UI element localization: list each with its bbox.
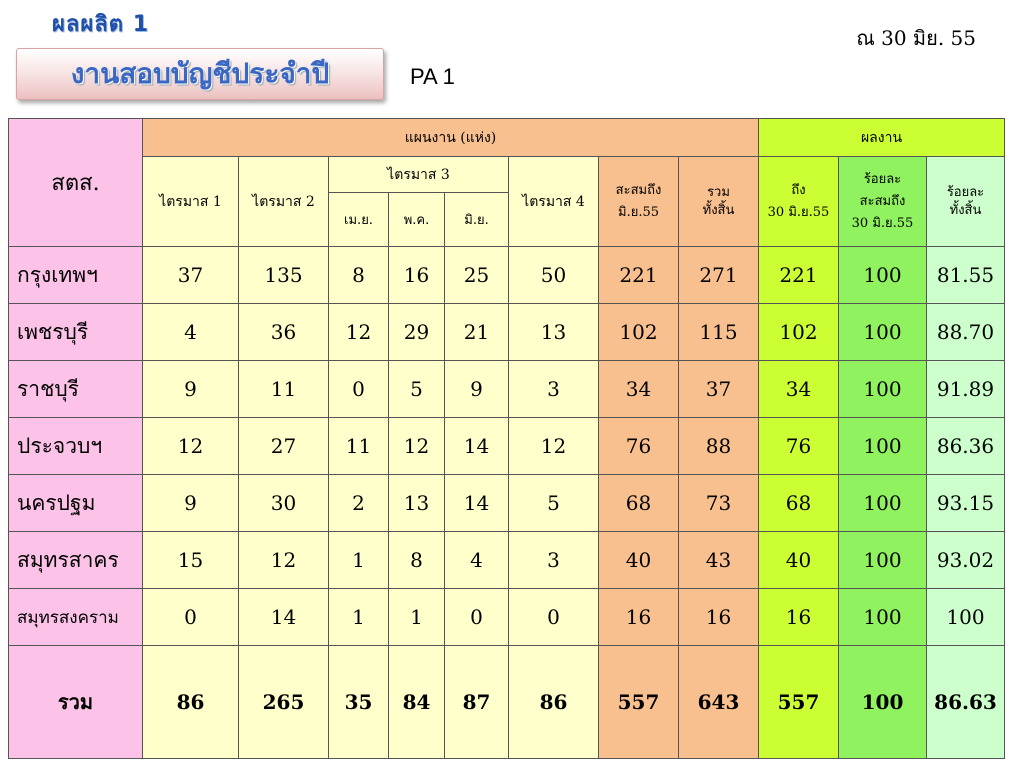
- table-row: [9, 247, 1005, 304]
- cell-q2: 11: [239, 361, 329, 418]
- cell-pct-total: 88.70: [927, 304, 1005, 361]
- report-date: ณ 30 มิย. 55: [856, 26, 976, 50]
- cell-apr: 12: [329, 304, 389, 361]
- cell-q2: 14: [239, 589, 329, 646]
- cell-apr: 1: [329, 532, 389, 589]
- cell-q1: 37: [143, 247, 239, 304]
- cell-may: 12: [389, 418, 445, 475]
- cell-q1: 4: [143, 304, 239, 361]
- cell-pct-cum: 100: [839, 304, 927, 361]
- cell-pct-total: 100: [927, 589, 1005, 646]
- cell-done: 16: [759, 589, 839, 646]
- pct-total-header: ร้อยละ ทั้งสิ้น: [927, 157, 1005, 247]
- to-date-header: ถึง 30 มิ.ย.55: [759, 157, 839, 247]
- cell-jun: 21: [445, 304, 509, 361]
- product-label: ผลผลิต 1: [52, 12, 149, 37]
- cell-q2: 30: [239, 475, 329, 532]
- row-region: สมุทรสาคร: [9, 532, 143, 589]
- may-header: พ.ค.: [389, 193, 445, 247]
- table-row: [9, 418, 1005, 475]
- cell-q1: 9: [143, 475, 239, 532]
- table-row: [9, 475, 1005, 532]
- cell-pct-total: 86.36: [927, 418, 1005, 475]
- cell-cum: 76: [599, 418, 679, 475]
- jun-header: มิ.ย.: [445, 193, 509, 247]
- row-region: ประจวบฯ: [9, 418, 143, 475]
- cell-apr: 2: [329, 475, 389, 532]
- cell-q1: 12: [143, 418, 239, 475]
- apr-header: เม.ย.: [329, 193, 389, 247]
- table-row: [9, 589, 1005, 646]
- cell-pct-cum: 100: [839, 589, 927, 646]
- cell-pct-cum: 100: [839, 532, 927, 589]
- banner-title: งานสอบบัญชีประจำปี: [16, 48, 384, 100]
- cell-may: 29: [389, 304, 445, 361]
- q1-header: ไตรมาส 1: [143, 157, 239, 247]
- total-total: 643: [679, 646, 759, 759]
- cell-cum: 34: [599, 361, 679, 418]
- cell-q4: 3: [509, 361, 599, 418]
- cell-total: 271: [679, 247, 759, 304]
- cell-pct-cum: 100: [839, 247, 927, 304]
- cell-apr: 1: [329, 589, 389, 646]
- table-row: [9, 532, 1005, 589]
- cell-apr: 0: [329, 361, 389, 418]
- cell-jun: 0: [445, 589, 509, 646]
- cell-q4: 50: [509, 247, 599, 304]
- cell-jun: 14: [445, 475, 509, 532]
- row-region: กรุงเทพฯ: [9, 247, 143, 304]
- cell-may: 1: [389, 589, 445, 646]
- plan-group-header: แผนงาน (แห่ง): [143, 119, 759, 157]
- cell-total: 73: [679, 475, 759, 532]
- cell-pct-total: 81.55: [927, 247, 1005, 304]
- cell-cum: 40: [599, 532, 679, 589]
- total-done: 557: [759, 646, 839, 759]
- cell-apr: 11: [329, 418, 389, 475]
- cell-cum: 68: [599, 475, 679, 532]
- pa-label: PA 1: [410, 64, 455, 89]
- total-header: รวม ทั้งสิ้น: [679, 157, 759, 247]
- cell-total: 88: [679, 418, 759, 475]
- cell-pct-cum: 100: [839, 361, 927, 418]
- total-may: 84: [389, 646, 445, 759]
- total-row-label: รวม: [9, 646, 143, 759]
- q4-header: ไตรมาส 4: [509, 157, 599, 247]
- total-jun: 87: [445, 646, 509, 759]
- cell-pct-total: 93.02: [927, 532, 1005, 589]
- cell-q4: 3: [509, 532, 599, 589]
- cell-q4: 0: [509, 589, 599, 646]
- cell-q4: 13: [509, 304, 599, 361]
- cell-q2: 12: [239, 532, 329, 589]
- cell-may: 13: [389, 475, 445, 532]
- cell-pct-cum: 100: [839, 418, 927, 475]
- cell-done: 76: [759, 418, 839, 475]
- cell-jun: 14: [445, 418, 509, 475]
- q3-header: ไตรมาส 3: [329, 157, 509, 193]
- cell-q2: 36: [239, 304, 329, 361]
- cell-q2: 27: [239, 418, 329, 475]
- cell-total: 115: [679, 304, 759, 361]
- row-region: สมุทรสงคราม: [9, 589, 143, 646]
- cell-q1: 15: [143, 532, 239, 589]
- cell-pct-cum: 100: [839, 475, 927, 532]
- cell-cum: 16: [599, 589, 679, 646]
- cell-cum: 102: [599, 304, 679, 361]
- cell-may: 5: [389, 361, 445, 418]
- pct-cum-header: ร้อยละ สะสมถึง 30 มิ.ย.55: [839, 157, 927, 247]
- table-row: [9, 361, 1005, 418]
- row-region: นครปฐม: [9, 475, 143, 532]
- cell-cum: 221: [599, 247, 679, 304]
- cell-may: 16: [389, 247, 445, 304]
- cell-q4: 12: [509, 418, 599, 475]
- total-row: [9, 646, 1005, 759]
- total-pct-total: 86.63: [927, 646, 1005, 759]
- row-region: เพชรบุรี: [9, 304, 143, 361]
- cell-total: 16: [679, 589, 759, 646]
- table-row: [9, 304, 1005, 361]
- audit-plan-table: [8, 118, 1005, 759]
- cell-q2: 135: [239, 247, 329, 304]
- cell-q4: 5: [509, 475, 599, 532]
- total-pct-cum: 100: [839, 646, 927, 759]
- cell-may: 8: [389, 532, 445, 589]
- cell-q1: 9: [143, 361, 239, 418]
- cell-total: 43: [679, 532, 759, 589]
- cell-apr: 8: [329, 247, 389, 304]
- cell-jun: 9: [445, 361, 509, 418]
- cell-jun: 4: [445, 532, 509, 589]
- total-apr: 35: [329, 646, 389, 759]
- total-q2: 265: [239, 646, 329, 759]
- cell-done: 40: [759, 532, 839, 589]
- q2-header: ไตรมาส 2: [239, 157, 329, 247]
- row-region: ราชบุรี: [9, 361, 143, 418]
- cell-pct-total: 93.15: [927, 475, 1005, 532]
- cell-q1: 0: [143, 589, 239, 646]
- cell-total: 37: [679, 361, 759, 418]
- cell-done: 102: [759, 304, 839, 361]
- total-q4: 86: [509, 646, 599, 759]
- cum-header: สะสมถึง มิ.ย.55: [599, 157, 679, 247]
- cell-jun: 25: [445, 247, 509, 304]
- cell-done: 221: [759, 247, 839, 304]
- total-cum: 557: [599, 646, 679, 759]
- result-group-header: ผลงาน: [759, 119, 1005, 157]
- cell-pct-total: 91.89: [927, 361, 1005, 418]
- total-q1: 86: [143, 646, 239, 759]
- cell-done: 68: [759, 475, 839, 532]
- cell-done: 34: [759, 361, 839, 418]
- corner-header: สตส.: [9, 119, 143, 247]
